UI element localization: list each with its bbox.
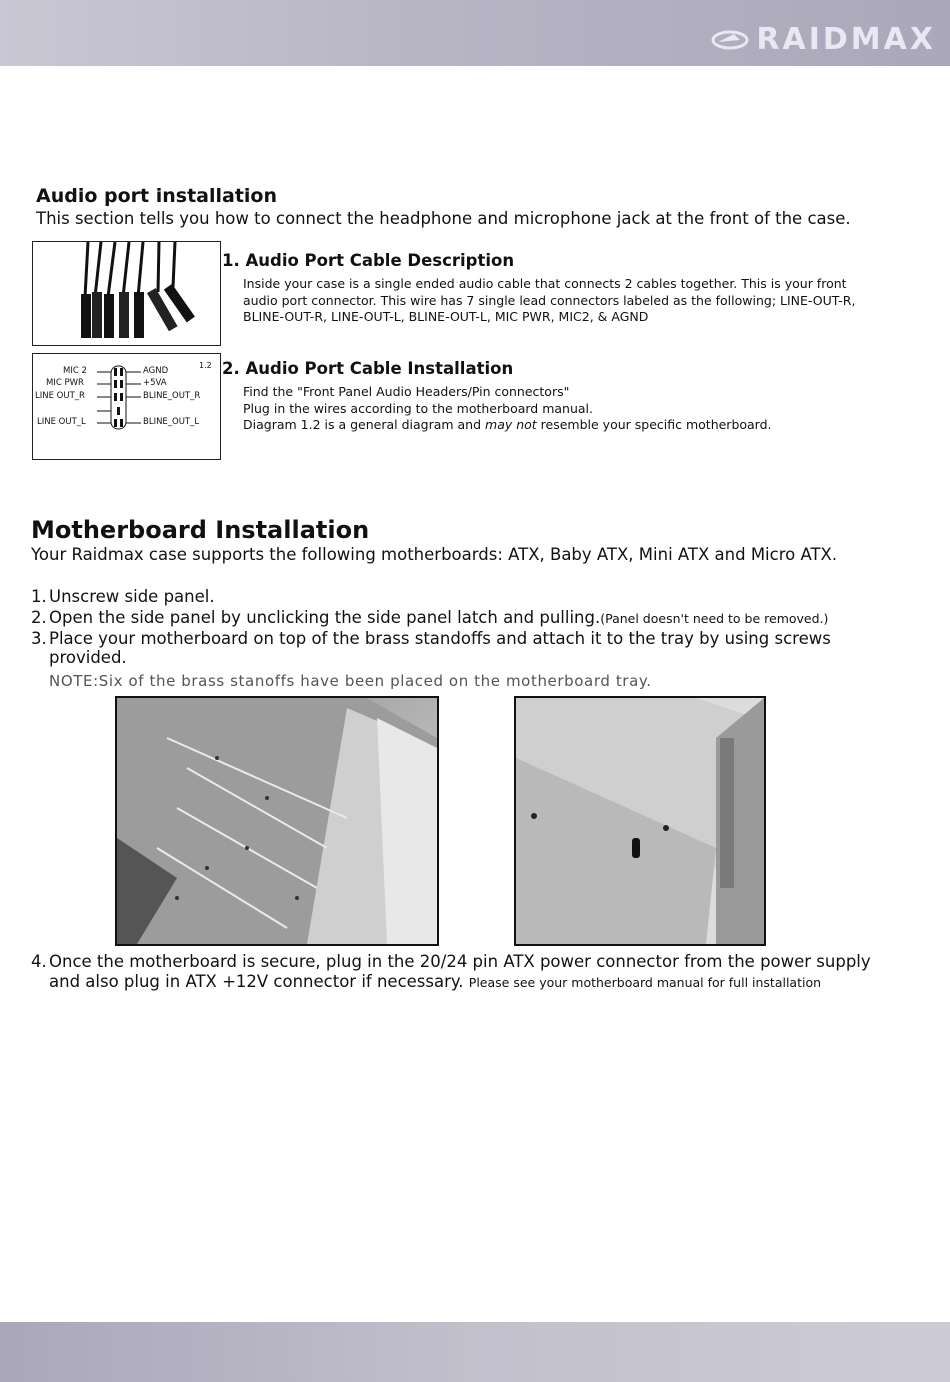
pin-label-agnd: AGND (143, 366, 169, 376)
audio-item2-title: 2. Audio Port Cable Installation (222, 359, 514, 378)
photo-motherboard-tray (115, 696, 439, 946)
step-number: 4. (31, 952, 47, 971)
step-4-note: Please see your motherboard manual for full installation (468, 975, 822, 990)
step-2-main: Open the side panel by unclicking the side panel latch and pulling. (49, 608, 601, 627)
audio-heading: Audio port installation (36, 185, 278, 207)
step-text: Unscrew side panel. (49, 587, 215, 606)
pin-label-bline-out-l: BLINE_OUT_L (143, 417, 200, 427)
audio-item2-line2: Plug in the wires according to the motherboard manual. (243, 400, 593, 416)
pin-header-graphic (33, 354, 220, 459)
audio-cable-photo (32, 241, 221, 346)
raidmax-logo (710, 22, 936, 57)
pin-label-line-out-r: LINE OUT_R (35, 391, 85, 401)
pin-label-5va: +5VA (143, 378, 167, 388)
audio-item2-body (243, 384, 772, 434)
line3-text-end: resemble your specific motherboard. (536, 417, 772, 432)
step-4-main: and also plug in ATX +12V connector if necessary. (49, 972, 464, 991)
audio-item1-body (243, 276, 855, 326)
photo-brass-standoff (514, 696, 766, 946)
audio-pin-diagram (32, 353, 221, 460)
standoff-illustration (516, 698, 764, 944)
audio-item1-line: audio port connector. This wire has 7 single lead connectors labeled as the following; LINE-OUT-R, (243, 292, 856, 308)
step-text: Place your motherboard on top of the brass standoffs and attach it to the tray by using screws (49, 629, 831, 648)
logo-swirl-icon (710, 28, 750, 52)
pin-label-mic2: MIC 2 (63, 366, 87, 376)
logo-text: RAIDMAX (756, 22, 936, 57)
audio-item1-line: BLINE-OUT-R, LINE-OUT-L, BLINE-OUT-L, MIC PWR, MIC2, & AGND (243, 309, 649, 324)
audio-item2-line1: Find the "Front Panel Audio Headers/Pin connectors" (243, 384, 570, 399)
step-text: Once the motherboard is secure, plug in the 20/24 pin ATX power connector from the power supply (49, 952, 871, 971)
audio-cable-illustration (33, 242, 220, 345)
audio-item1-title: 1. Audio Port Cable Description (222, 251, 515, 270)
step-number: 3. (31, 629, 47, 648)
audio-item2-line3 (243, 417, 772, 434)
pin-label-line-out-l: LINE OUT_L (37, 417, 86, 427)
step-text (49, 972, 821, 991)
audio-item1-line: Inside your case is a single ended audio cable that connects 2 cables together. This is your front (243, 276, 847, 291)
line3-text: Diagram 1.2 is a general diagram and (243, 417, 486, 432)
motherboard-intro: Your Raidmax case supports the following motherboards: ATX, Baby ATX, Mini ATX and Micro ATX. (31, 545, 838, 564)
audio-intro: This section tells you how to connect the headphone and microphone jack at the front of the case. (36, 209, 851, 228)
step-text (49, 608, 828, 627)
step-text: provided. (49, 648, 127, 667)
pin-label-bline-out-r: BLINE_OUT_R (143, 391, 201, 401)
step-number: 2. (31, 608, 47, 627)
step-2-note: (Panel doesn't need to be removed.) (600, 611, 829, 626)
pin-label-mic-pwr: MIC PWR (46, 378, 84, 388)
footer-band (0, 1322, 950, 1382)
tray-illustration (117, 698, 437, 944)
standoff-note: NOTE:Six of the brass stanoffs have been placed on the motherboard tray. (49, 672, 652, 690)
step-number: 1. (31, 587, 47, 606)
motherboard-heading: Motherboard Installation (31, 516, 370, 544)
line3-emphasis: may not (485, 417, 537, 432)
figure-number: 1.2 (199, 361, 212, 370)
